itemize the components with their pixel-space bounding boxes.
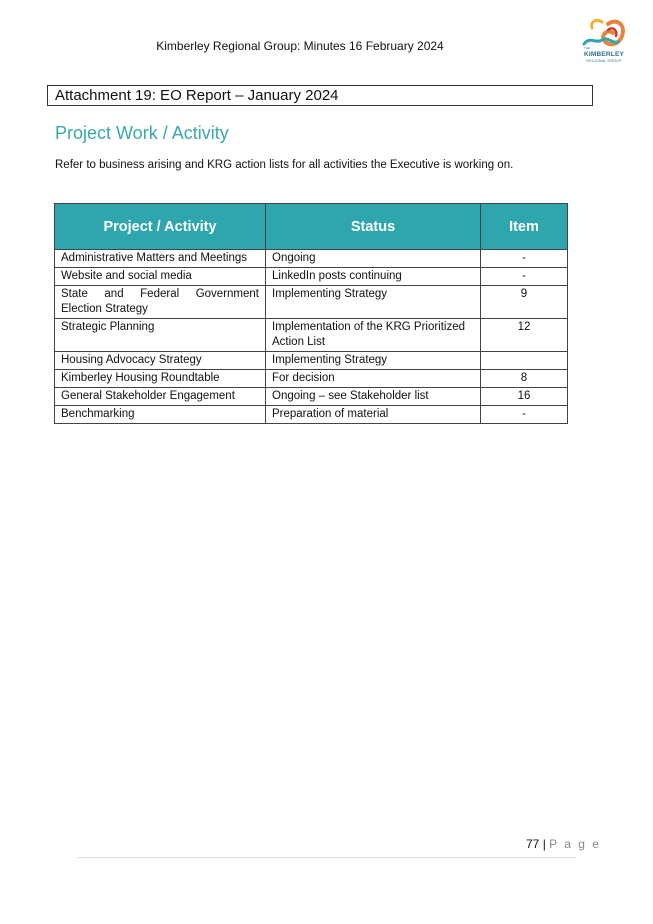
footer-divider <box>78 857 576 858</box>
table-header-row <box>55 204 568 250</box>
activity-cell: General Stakeholder Engagement <box>55 388 266 406</box>
column-header-activity: Project / Activity <box>55 204 266 250</box>
section-heading: Project Work / Activity <box>55 123 229 143</box>
logo-subtitle: REGIONAL GROUP <box>586 59 622 63</box>
activity-cell: Website and social media <box>55 268 266 286</box>
item-cell: - <box>481 250 568 268</box>
table-row <box>55 406 568 424</box>
table-row <box>55 268 568 286</box>
status-line: Implementation of the KRG Prioritized <box>272 321 466 333</box>
status-cell: Preparation of material <box>266 406 481 424</box>
activity-cell: Kimberley Housing Roundtable <box>55 370 266 388</box>
item-cell: 8 <box>481 370 568 388</box>
item-cell: 9 <box>481 286 568 319</box>
page-number <box>526 837 601 851</box>
table-row <box>55 370 568 388</box>
status-cell: Ongoing – see Stakeholder list <box>266 388 481 406</box>
intro-paragraph: Refer to business arising and KRG action lists for all activities the Executive is working on. <box>55 159 514 171</box>
table-row <box>55 352 568 370</box>
activity-line: State and Federal Government <box>61 288 259 300</box>
page-header-title: Kimberley Regional Group: Minutes 16 February 2024 <box>156 39 444 53</box>
attachment-title: Attachment 19: EO Report – January 2024 <box>47 85 593 106</box>
status-line: Action List <box>272 336 326 348</box>
activity-line: Election Strategy <box>61 303 148 315</box>
table-row <box>55 388 568 406</box>
column-header-status: Status <box>266 204 481 250</box>
item-cell: - <box>481 268 568 286</box>
activity-cell <box>55 286 266 319</box>
table-row <box>55 319 568 352</box>
item-cell: 12 <box>481 319 568 352</box>
status-cell <box>266 319 481 352</box>
logo-word: KIMBERLEY <box>583 51 625 58</box>
table-row <box>55 250 568 268</box>
activity-cell: Housing Advocacy Strategy <box>55 352 266 370</box>
status-cell: For decision <box>266 370 481 388</box>
page-label: P a g e <box>549 837 601 851</box>
status-cell: LinkedIn posts continuing <box>266 268 481 286</box>
item-cell: - <box>481 406 568 424</box>
item-cell <box>481 352 568 370</box>
activity-cell: Benchmarking <box>55 406 266 424</box>
status-cell: Implementing Strategy <box>266 286 481 319</box>
activity-cell: Administrative Matters and Meetings <box>55 250 266 268</box>
table-row <box>55 286 568 319</box>
logo-small-text: THE <box>584 46 590 50</box>
page-separator: | <box>542 837 546 851</box>
status-cell: Ongoing <box>266 250 481 268</box>
page-number-value: 77 <box>526 837 540 851</box>
column-header-item: Item <box>481 204 568 250</box>
activity-cell: Strategic Planning <box>55 319 266 352</box>
status-cell: Implementing Strategy <box>266 352 481 370</box>
activities-table <box>54 203 568 424</box>
item-cell: 16 <box>481 388 568 406</box>
